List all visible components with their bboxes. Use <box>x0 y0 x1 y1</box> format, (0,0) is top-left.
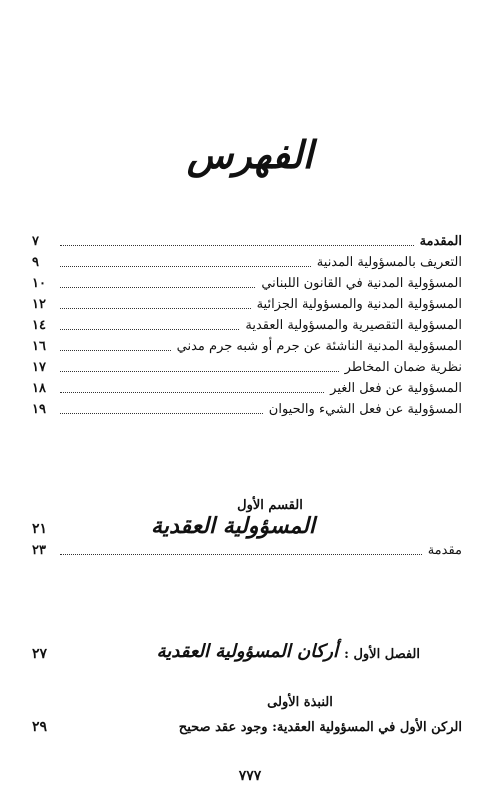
toc-entry-label: المقدمة <box>419 233 462 249</box>
toc-entry-page-number: ١٠ <box>32 275 46 291</box>
toc-entry-label: نظرية ضمان المخاطر <box>344 359 462 375</box>
toc-entry-page-number: ١٤ <box>32 317 46 333</box>
toc-entry <box>32 252 462 272</box>
leader-dots <box>60 554 422 555</box>
toc-entry-page-number: ٧ <box>32 233 39 249</box>
toc-entry <box>32 378 462 398</box>
toc-entry-label: التعريف بالمسؤولية المدنية <box>316 254 462 270</box>
toc-entry <box>32 294 462 314</box>
toc-entry-page-number: ١٦ <box>32 338 46 354</box>
toc-entry-label: المسؤولية التقصيرية والمسؤولية العقدية <box>245 317 462 333</box>
chapter-page-number: ٢٧ <box>32 646 48 662</box>
leader-dots <box>60 350 171 351</box>
toc-entry <box>32 336 462 356</box>
intro-row <box>32 540 462 560</box>
intro-page-number: ٢٣ <box>32 542 46 558</box>
toc-entry-page-number: ١٢ <box>32 296 46 312</box>
toc-entry-page-number: ١٧ <box>32 359 46 375</box>
section-page-number: ٢١ <box>32 521 48 537</box>
toc-entry-page-number: ١٩ <box>32 401 46 417</box>
toc-entry-label: المسؤولية المدنية والمسؤولية الجزائية <box>256 296 462 312</box>
toc-entry-label: المسؤولية عن فعل الشيء والحيوان <box>268 401 462 417</box>
chapter-title: أركان المسؤولية العقدية <box>156 641 338 662</box>
toc-entry-label: المسؤولية عن فعل الغير <box>330 380 462 396</box>
toc-entry <box>32 315 462 335</box>
leader-dots <box>60 329 239 330</box>
leader-dots <box>60 266 311 267</box>
subsection-label: النبذة الأولى <box>267 695 333 710</box>
toc-entry <box>32 231 462 251</box>
section-title: المسؤولية العقدية <box>151 513 315 539</box>
leader-dots <box>60 308 251 309</box>
leader-dots <box>60 245 414 246</box>
subsection-text: الركن الأول في المسؤولية العقدية: وجود عقد صحيح <box>178 720 462 735</box>
section-label: القسم الأول <box>237 498 303 513</box>
toc-entry-page-number: ١٨ <box>32 380 46 396</box>
subsection-page-number: ٢٩ <box>32 719 48 735</box>
toc-entry-page-number: ٩ <box>32 254 39 270</box>
toc-entry <box>32 273 462 293</box>
leader-dots <box>60 371 339 372</box>
toc-entry-label: المسؤولية المدنية في القانون اللبناني <box>261 275 462 291</box>
leader-dots <box>60 392 324 393</box>
toc-entry <box>32 399 462 419</box>
leader-dots <box>60 413 263 414</box>
toc-entry-label: المسؤولية المدنية الناشئة عن جرم أو شبه جرم مدني <box>176 338 462 354</box>
page-title: الفهرس <box>186 132 314 177</box>
intro-label: مقدمة <box>427 542 462 558</box>
chapter-label: الفصل الأول : <box>344 647 420 662</box>
toc-entry <box>32 357 462 377</box>
leader-dots <box>60 287 255 288</box>
page-number: ٧٧٧ <box>238 768 262 784</box>
